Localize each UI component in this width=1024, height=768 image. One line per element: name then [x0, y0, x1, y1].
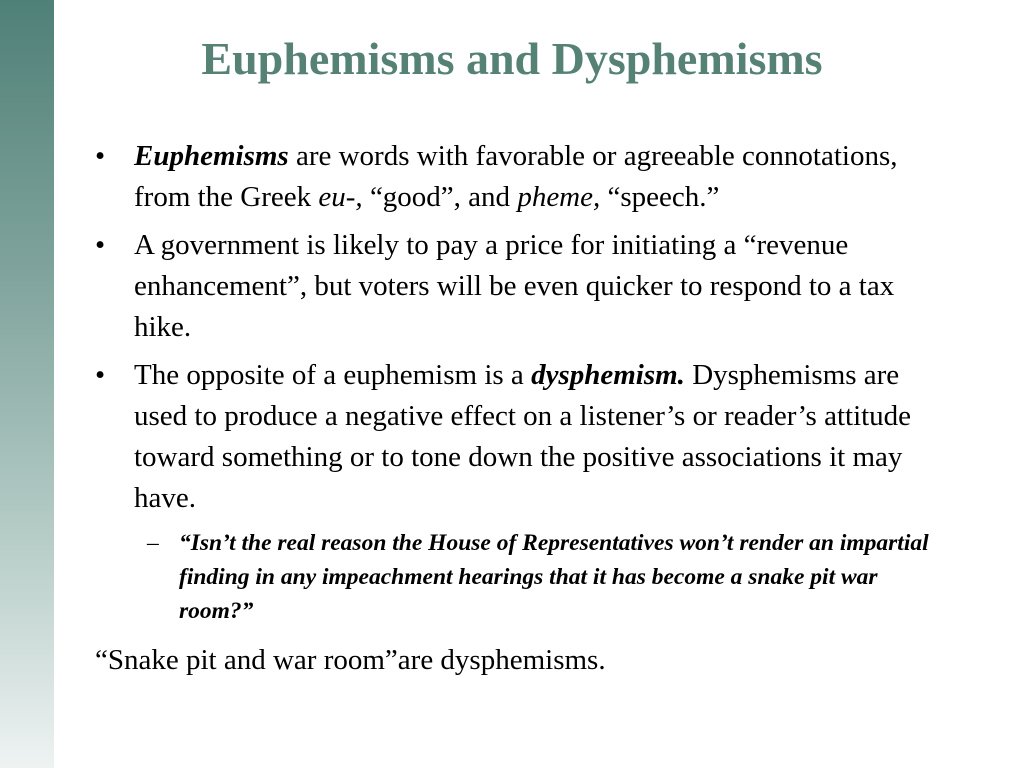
bullet-marker: •	[95, 229, 106, 261]
greek-eu: eu-,	[318, 181, 363, 213]
bullet1-text-a: are words with favorable or agreeable connotations, from the Greek	[134, 140, 898, 213]
quote-text: “Isn’t the real reason the House of Representatives won’t render an impartial finding in any impeachment hearings that it has become a snake pit war room?”	[179, 530, 929, 624]
bullet1-text-b: “good”, and	[362, 181, 518, 213]
term-euphemisms: Euphemisms	[134, 140, 289, 172]
bullet-marker: •	[95, 359, 106, 391]
sub-bullet-marker: –	[147, 530, 159, 556]
bullet2-text: A government is likely to pay a price for initiating a “revenue enhancement”, but voters will be even quicker to respond to a tax hike.	[134, 229, 895, 343]
closing-line: “Snake pit and war room”are dysphemisms.	[95, 644, 606, 676]
slide-content	[95, 136, 955, 681]
bullet-government	[95, 225, 955, 348]
greek-pheme: pheme,	[517, 181, 601, 213]
bullet-marker: •	[95, 140, 106, 172]
bullet3-text-a: The opposite of a euphemism is a	[134, 359, 532, 391]
bullet1-text-c: “speech.”	[600, 181, 720, 213]
bullet3-text-b: Dysphemisms are used to produce a negative effect on a listener’s or reader’s attitude toward something or to tone down the positive associations it may have.	[134, 359, 912, 514]
bullet-euphemisms	[95, 136, 955, 218]
term-dysphemism: dysphemism.	[531, 359, 685, 391]
decorative-side-bar	[0, 0, 54, 768]
slide-title: Euphemisms and Dysphemisms	[201, 33, 823, 84]
sub-bullet-quote	[95, 526, 955, 628]
bullet-dysphemism	[95, 355, 955, 519]
